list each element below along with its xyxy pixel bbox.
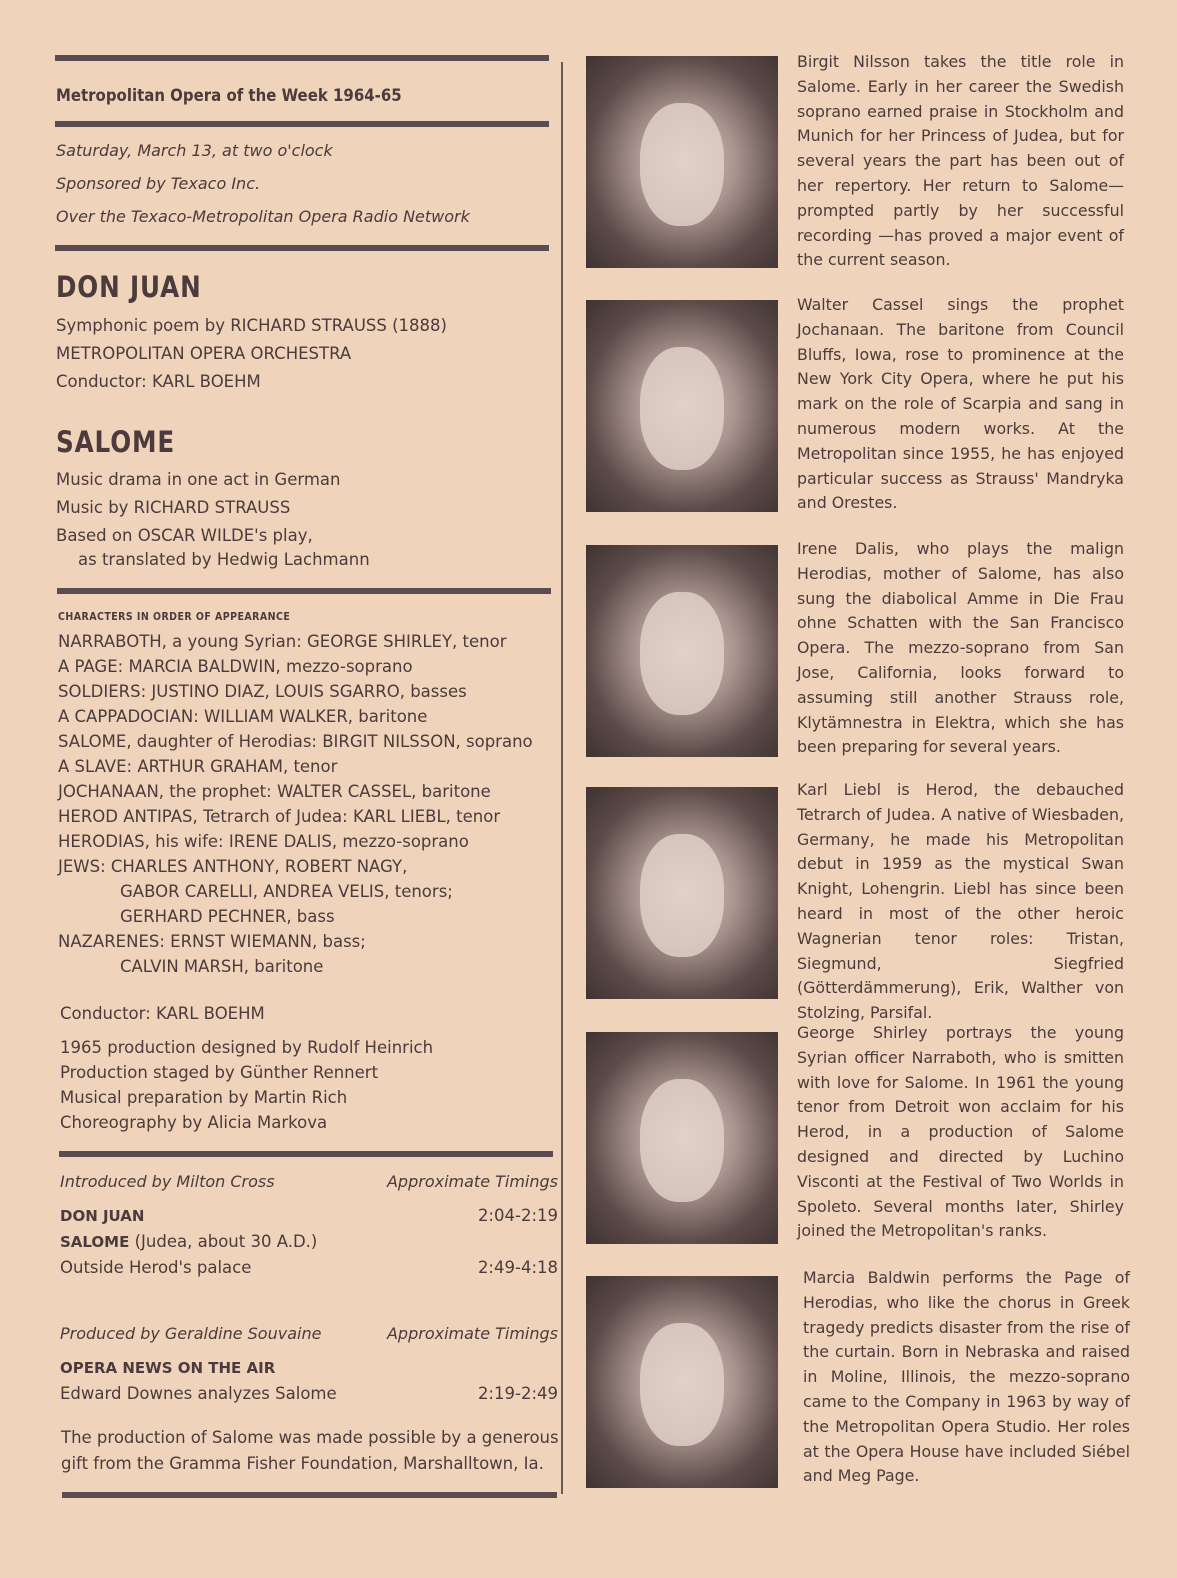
cast-list xyxy=(58,629,533,979)
timings-block-2 xyxy=(60,1324,558,1407)
cast-line: A SLAVE: ARTHUR GRAHAM, tenor xyxy=(58,757,338,776)
divider xyxy=(55,245,549,251)
portrait-face xyxy=(640,1079,724,1202)
detail-line: as translated by Hedwig Lachmann xyxy=(78,550,370,569)
bio-nilsson: Birgit Nilsson takes the title role in Salome. Early in her career the Swedish soprano earned praise in Stockholm and Munich for her Princess of Judea, but for several years the part has been out of her repertory. Her return to Salome—prompted partly by her successful recording —has proved a major event of the current season. xyxy=(797,52,1124,270)
detail-line: Music drama in one act in German xyxy=(56,470,341,489)
host-credit: Introduced by Milton Cross xyxy=(60,1172,275,1191)
footnote: The production of Salome was made possible by a generous gift from the Gramma Fisher Foundation, Marshalltown, Ia. xyxy=(61,1428,559,1473)
timings-block-1 xyxy=(60,1172,558,1281)
intermission-show: OPERA NEWS ON THE AIR xyxy=(60,1359,276,1377)
portrait-photo xyxy=(586,1032,778,1244)
bio-shirley: George Shirley portrays the young Syrian officer Narraboth, who is smitten with love for Salome. In 1961 the young tenor from Detroit won acclaim for his Herod, in a production of Salome designed and directed by Luchino Visconti at the Festival of Two Worlds in Spoleto. Several months later, Shirley joined the Metropolitan's ranks. xyxy=(797,1023,1124,1241)
network: Over the Texaco-Metropolitan Opera Radio Network xyxy=(56,207,470,226)
credit-line: Production staged by Günther Rennert xyxy=(60,1063,379,1082)
show-time: 2:19-2:49 xyxy=(477,1384,558,1403)
portrait-photo xyxy=(586,545,778,757)
work-title-don-juan: DON JUAN xyxy=(56,270,202,304)
conductor-credit: Conductor: KARL BOEHM xyxy=(60,1004,265,1023)
bio-liebl: Karl Liebl is Herod, the debauched Tetrarch of Judea. A native of Wiesbaden, Germany, he made his Metropolitan debut in 1959 as the mystical Swan Knight, Lohengrin. Liebl has since been heard in most of the other heroic Wagnerian tenor roles: Tristan, Siegmund, Siegfried (Götterdämmerung), Erik, Walther von Stolzing, Parsifal. xyxy=(797,780,1124,1023)
cast-line: SOLDIERS: JUSTINO DIAZ, LOUIS SGARRO, basses xyxy=(58,682,467,701)
portrait-face xyxy=(640,592,724,715)
bio-baldwin: Marcia Baldwin performs the Page of Herodias, who like the chorus in Greek tragedy predicts disaster from the rise of the curtain. Born in Nebraska and raised in Moline, Illinois, the mezzo-soprano came to the Company in 1963 by way of the Metropolitan Opera Studio. Her roles at the Opera House have included Siébel and Meg Page. xyxy=(803,1268,1130,1486)
divider xyxy=(62,1492,557,1498)
divider xyxy=(55,121,549,127)
portrait-face xyxy=(640,103,724,226)
work-title-salome: SALOME xyxy=(56,425,176,459)
cast-line: CALVIN MARSH, baritone xyxy=(120,957,324,976)
column-divider xyxy=(561,62,563,1494)
bio-dalis: Irene Dalis, who plays the malign Herodias, mother of Salome, has also sung the diabolical Amme in Die Frau ohne Schatten with the San Francisco Opera. The mezzo-soprano from San Jose, California, looks forward to assuming still another Strauss role, Klytämnestra in Elektra, which she has been preparing for several years. xyxy=(797,539,1124,757)
cast-line: HEROD ANTIPAS, Tetrarch of Judea: KARL LIEBL, tenor xyxy=(58,807,501,826)
portrait-face xyxy=(640,834,724,957)
program-title: Metropolitan Opera of the Week 1964-65 xyxy=(56,86,402,106)
portrait-photo xyxy=(586,300,778,512)
portrait-photo xyxy=(586,787,778,999)
scene: Outside Herod's palace xyxy=(60,1258,252,1277)
cast-line: GABOR CARELLI, ANDREA VELIS, tenors; xyxy=(120,882,453,901)
producer-credit: Produced by Geraldine Souvaine xyxy=(60,1324,322,1343)
cast-line: NAZARENES: ERNST WIEMANN, bass; xyxy=(58,932,366,951)
timings-label: Approximate Timings xyxy=(386,1172,558,1191)
cast-line: JOCHANAAN, the prophet: WALTER CASSEL, baritone xyxy=(58,782,491,801)
detail-line: Music by RICHARD STRAUSS xyxy=(56,498,291,517)
bio-cassel: Walter Cassel sings the prophet Jochanaan. The baritone from Council Bluffs, Iowa, rose to prominence at the New York City Opera, where he put his mark on the role of Scarpia and sang in numerous modern works. At the Metropolitan since 1955, he has enjoyed particular success as Strauss' Mandryka and Orestes. xyxy=(797,295,1124,513)
portrait-photo xyxy=(586,56,778,268)
program-salome xyxy=(60,1229,558,1255)
cast-line: SALOME, daughter of Herodias: BIRGIT NILSSON, soprano xyxy=(58,732,533,751)
detail-line: Based on OSCAR WILDE's play, xyxy=(56,526,313,545)
portrait-photo xyxy=(586,1276,778,1488)
sponsor: Sponsored by Texaco Inc. xyxy=(56,174,261,193)
credit-line: Musical preparation by Martin Rich xyxy=(60,1088,348,1107)
portrait-face xyxy=(640,347,724,470)
detail-line: Symphonic poem by RICHARD STRAUSS (1888) xyxy=(56,316,447,335)
cast-line: A PAGE: MARCIA BALDWIN, mezzo-soprano xyxy=(58,657,413,676)
divider xyxy=(59,1151,553,1157)
broadcast-info xyxy=(56,134,470,233)
cast-line: JEWS: CHARLES ANTHONY, ROBERT NAGY, xyxy=(58,857,408,876)
credit-line: Choreography by Alicia Markova xyxy=(60,1113,328,1132)
detail-line: METROPOLITAN OPERA ORCHESTRA xyxy=(56,344,352,363)
divider xyxy=(55,55,549,61)
divider xyxy=(57,588,551,594)
detail-line: Conductor: KARL BOEHM xyxy=(56,372,261,391)
credit-line: 1965 production designed by Rudolf Heinrich xyxy=(60,1038,434,1057)
salome-label: SALOME xyxy=(60,1233,130,1251)
salome-details xyxy=(56,466,370,573)
cast-heading: CHARACTERS IN ORDER OF APPEARANCE xyxy=(58,611,291,623)
production-credits xyxy=(60,1035,433,1135)
portrait-face xyxy=(640,1323,724,1446)
timings-label: Approximate Timings xyxy=(386,1324,558,1343)
don-juan-time: 2:04-2:19 xyxy=(477,1206,558,1225)
cast-line: GERHARD PECHNER, bass xyxy=(120,907,335,926)
scene-time: 2:49-4:18 xyxy=(477,1258,558,1277)
salome-setting: (Judea, about 30 A.D.) xyxy=(129,1232,318,1251)
show-description: Edward Downes analyzes Salome xyxy=(60,1384,337,1403)
cast-line: NARRABOTH, a young Syrian: GEORGE SHIRLEY, tenor xyxy=(58,632,507,651)
cast-line: A CAPPADOCIAN: WILLIAM WALKER, baritone xyxy=(58,707,428,726)
cast-line: HERODIAS, his wife: IRENE DALIS, mezzo-soprano xyxy=(58,832,469,851)
broadcast-date: Saturday, March 13, at two o'clock xyxy=(56,141,333,160)
don-juan-details xyxy=(56,312,447,396)
program-don-juan: DON JUAN xyxy=(60,1207,145,1225)
